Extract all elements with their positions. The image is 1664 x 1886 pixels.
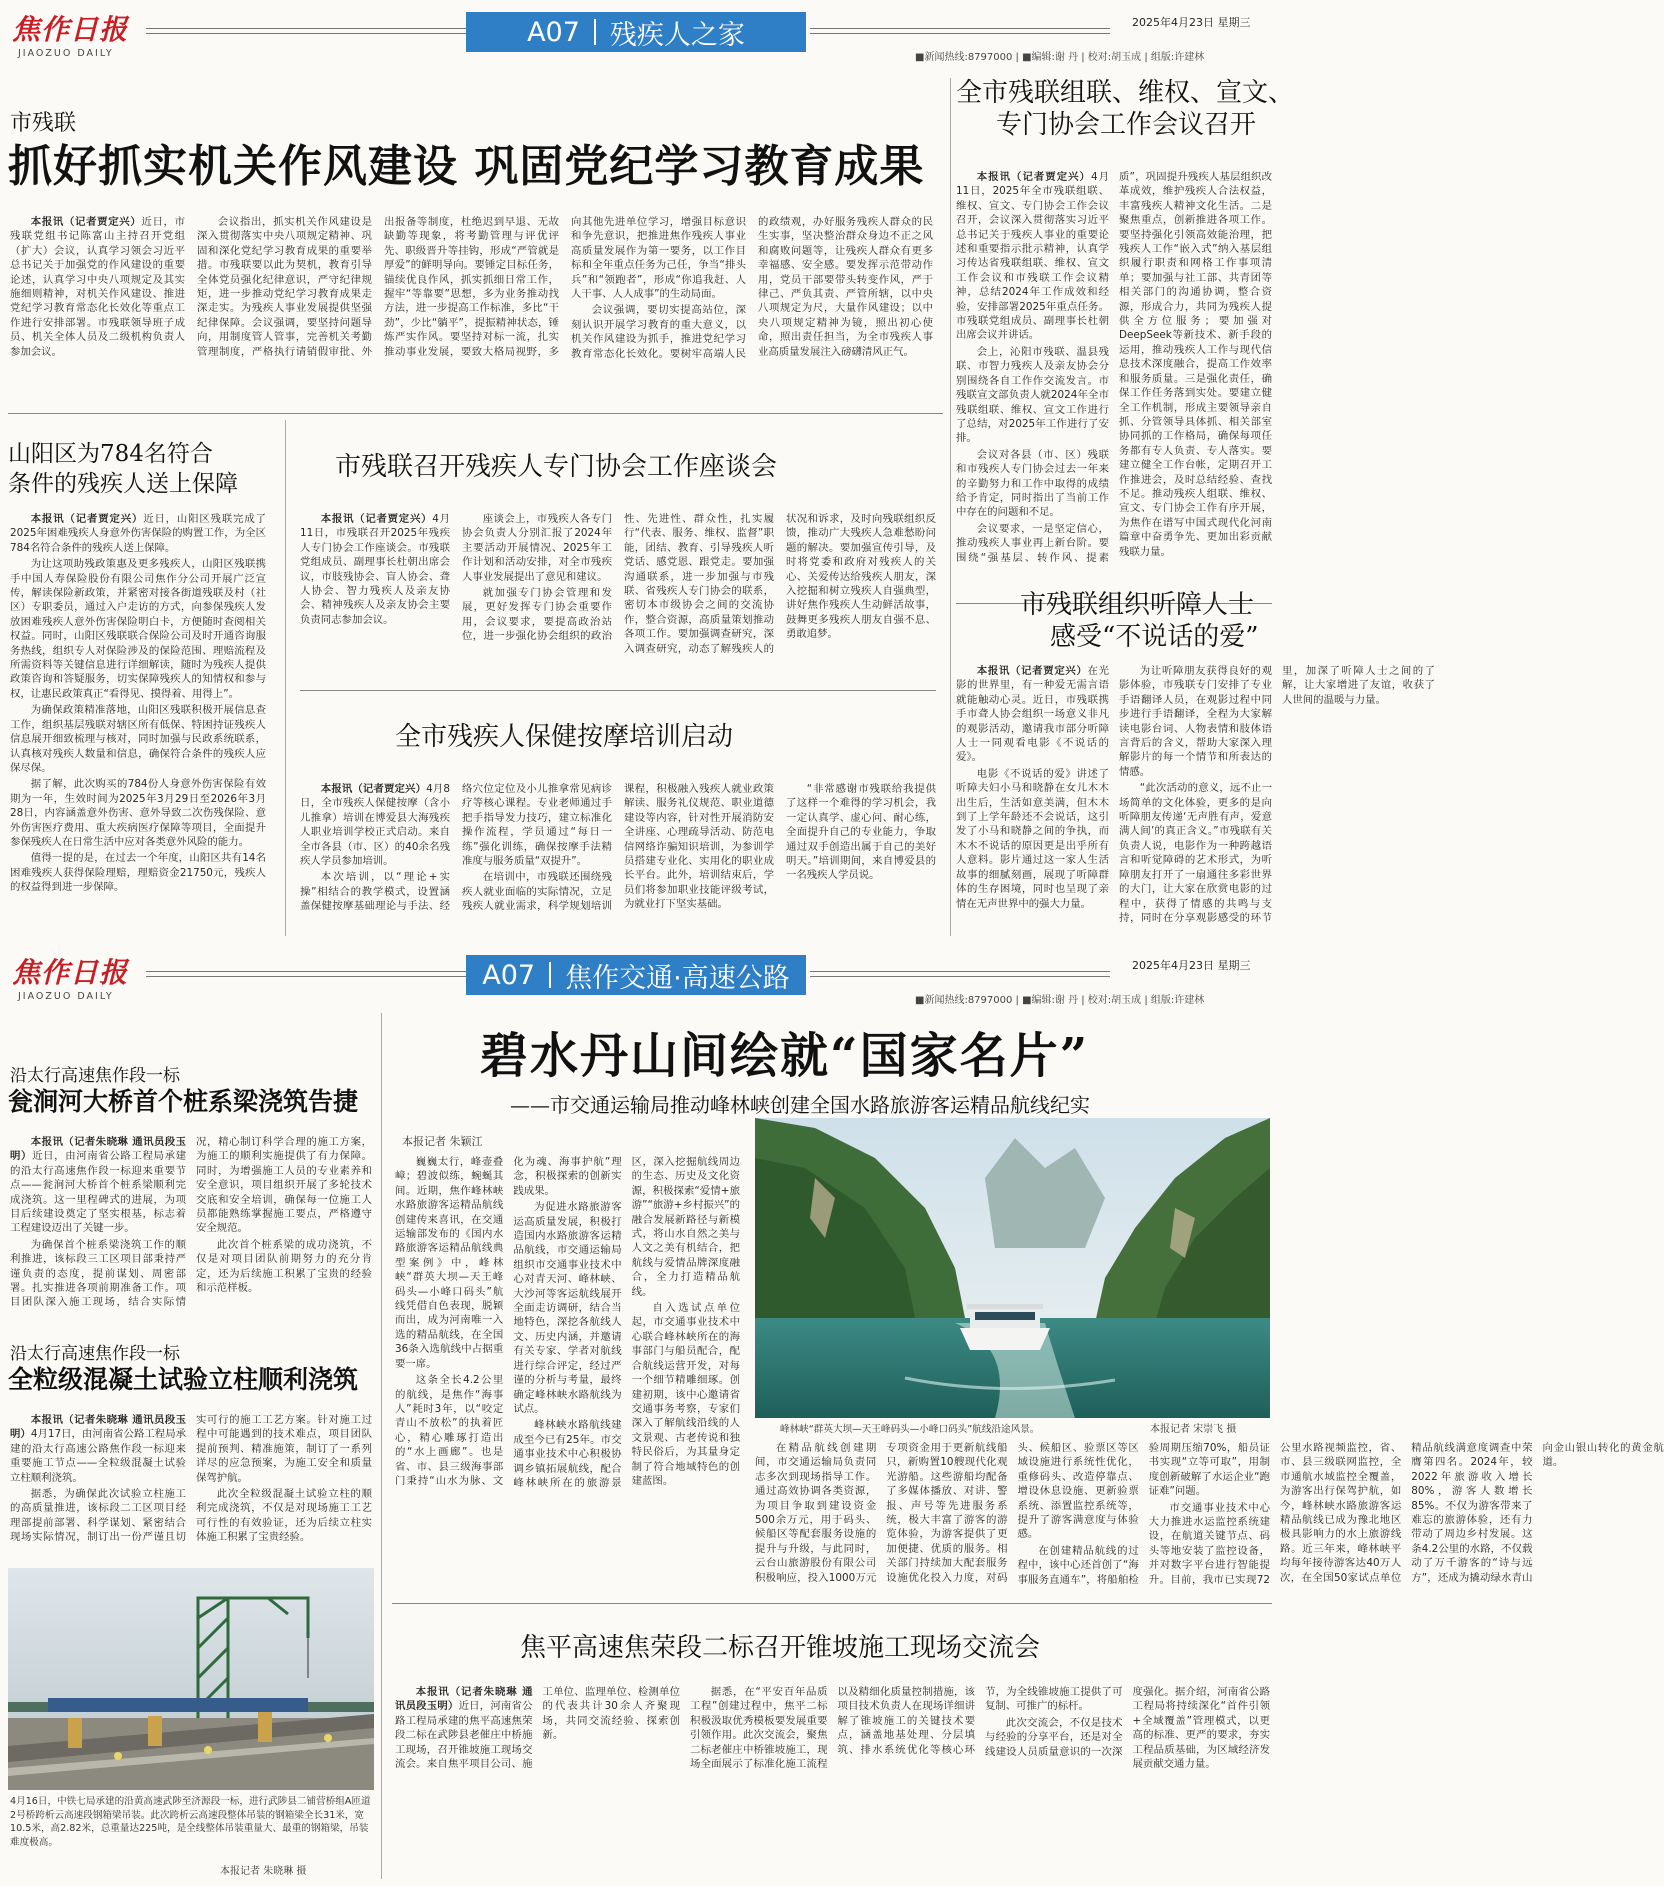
page-header [0, 0, 1280, 62]
paragraph-text: 近日，市残联党组书记陈富山主持召开党组（扩大）会议，认真学习领会习近平总书记关于加强党的作风建设的重要论述，认真学习中央八项规定及其实施细则精神，对机关作风建设、推进党纪学习教育常态化长效化等重点工作进行安排部署。市残联领导班子成员、机关全体人员及二级机构负责人参加会议。 [10, 216, 185, 358]
paragraph-text: 4月11日，2025年全市残联组联、维权、宣文、专门协会工作会议召开，会议深入贯彻落实习近平总书记关于残疾人事业的重要论述和重要指示批示精神，认真学习传达省残联组联、维权、宣文工作会议和市残联工作会议精神，总结2024年工作成效和经验，安排部署2025年重点任务。市残联党组成员、副理事长杜朝出席会议并讲话。 [956, 171, 1109, 342]
byline: 本报讯（记者贾定兴） [30, 216, 142, 228]
article-body [300, 512, 936, 682]
article-prefix: 市残联 [10, 111, 77, 136]
issue-date: 2025年4月23日 星期三 [1132, 959, 1251, 972]
column-divider [381, 1013, 382, 1879]
byline: 本报讯（记者朱晓琳 通讯员段玉明） [395, 1686, 533, 1713]
article-prefix: 沿太行高速焦作段一标 [10, 1344, 180, 1364]
headline-line: 专门协会工作会议召开 [996, 110, 1257, 140]
masthead-logo [12, 8, 137, 59]
section-banner [466, 955, 806, 995]
paragraph: 座谈会上，市残疾人各专门协会负责人分别汇报了2024年主要活动开展情况、2025年工作计划和活动安排，对全市残疾人事业发展提出了意见和建议。 [462, 513, 612, 583]
headline: 焦平高速焦荣段二标召开锥坡施工现场交流会 [520, 1633, 1041, 1663]
paragraph: 自入选试点单位起，市交通事业技术中心联合峰林峡所在的海事部门与船员配合，配合航线运营开发，对每一个细节精雕细琢。创建初期，该中心邀请省交通事务考察，专家们深入了解航线沿线的人文景观、古老传说和独特民俗后，为其量身定制了符合地域特色的创建蓝图。 [631, 1302, 740, 1487]
boat-shape [960, 1304, 1050, 1350]
byline: 本报讯（记者贾定兴） [976, 171, 1091, 183]
paragraph: 在培训中，市残联还围绕残疾人就业面临的实际情况，立足残疾人就业需求，科学规划培训课程，积极融入残疾人就业政策解读、服务礼仪规范、职业道德建设等内容，针对性开展消防安全讲座、心理疏导活动、防范电信网络诈骗知识培训，为参训学员搭建专业化、实用化的职业成长平台。此外，培训结束后，学员们将参加职业技能评级考试，为就业打下坚实基础。 [462, 783, 774, 913]
newspaper-page-a07-disabled [0, 0, 1435, 943]
paragraph: 为促进水路旅游客运高质量发展，积极打造国内水路旅游客运精品航线，市交通运输局组织市交通事业技术中心对青天河、峰林峡、大沙河等客运航线展开全面走访调研，结合当地特色，深挖各航线人文、历史内涵，并邀请有关专家、学者对航线进行综合评定，经过严谨的分析与考量，最终确定峰林峡水路航线为试点。 [513, 1201, 622, 1415]
paragraph: 在创建精品航线的过程中，该中心还首创了“海事服务直通车”，将船舶检验周期压缩70%，船员证书实现“立等可取”，用制度创新破解了水运企业“跑证难”问题。 [1017, 1442, 1270, 1586]
headline: 全粒级混凝土试验立柱顺利浇筑 [8, 1365, 359, 1394]
section-code: A07 [527, 16, 580, 48]
photo-illustration [755, 1118, 1270, 1418]
byline: 本报讯（记者贾定兴） [320, 513, 433, 525]
paragraph-text: 4月11日，市残联召开2025年残疾人专门协会工作座谈会。市残联党组成员、副理事长杜朝出席会议，市肢残协会、盲人协会、聋人协会、智力残疾人及亲友协会、精神残疾人及亲友协会主要负责同志参加会议。 [300, 513, 450, 626]
article-prefix: 沿太行高速焦作段一标 [10, 1066, 180, 1086]
paragraph: 会上，沁阳市残联、温县残联、市智力残疾人及亲友协会分别围绕各自工作作交流发言。市残联宣文部负责人就2024年全市残联组联、维权、宣文工作进行了总结，对2025年工作进行了安排。 [956, 345, 1109, 445]
paragraph [300, 782, 450, 868]
feature-subheadline: ——市交通运输局推动峰林峡创建全国水路旅游客运精品航线纪实 [510, 1093, 1090, 1117]
article-body [395, 1685, 1270, 1879]
feature-byline: 本报记者 朱颖江 [402, 1135, 483, 1148]
header-rule [810, 33, 1110, 34]
editor-credit: ■新闻热线:8797000 | ■编辑:谢 丹 | 校对:胡玉成 | 组版:许建林 [915, 52, 1205, 63]
paragraph [10, 1135, 186, 1236]
header-rule [146, 33, 466, 34]
headline-line: 感受“不说话的爱” [1050, 622, 1259, 652]
paragraph-text: 近日，由河南省公路工程局承建的沿太行高速焦作段一标迎来重要节点——瓮涧河大桥首个桩系梁顺利完成浇筑。这一里程碑式的进展，为项目后续建设奠定了坚实根基，标志着工程建设迈出了关键一步。 [10, 1150, 187, 1235]
paragraph: 会议要求，一是坚定信心，推动残疾人事业再上新台阶。要围绕“强基层、转作风、提素质”，巩固提升残疾人基层组织改革成效，维护残疾人合法权益，丰富残疾人精神文化生活。二是聚焦重点，创新推进各项工作。要坚持强化引领高效能治理，把残疾人工作“嵌入式”纳入基层组织履行职责和网格工作事项清单；要加强与社工部、共青团等相关部门的沟通协调，整合资源，形成合力，共同为残疾人提供全方位服务；要加强对DeepSeek等新技术、新手段的运用，推动残疾人工作与现代信息技术深度融合，提高工作效率和服务质量。三是强化责任，确保工作任务落到实处。要建立健全工作机制，形成主要领导亲自抓、分管领导具体抓、相关部室协同抓的工作格局，确保每项任务都有专人负责、专人落实。要建立健全工作台帐，定期召开工作推进会，及时总结经验、查找不足。推动残疾人组联、维权、宣文、专门协会工作有序开展，为焦作在谱写中国式现代化河南篇章中奋勇争先、更加出彩贡献残联力量。 [956, 171, 1272, 564]
paragraph: 为让听障朋友获得良好的观影体验，市残联专门安排了专业手语翻译人员，在观影过程中同步进行手语翻译，全程为大家解读电影台词、人物表情和肢体语言背后的含义，帮助大家深入理解影片的每一个情节和所表达的情感。 [1119, 665, 1272, 778]
header-rule [810, 28, 1110, 29]
logo-text: 焦作日报 [12, 13, 129, 46]
paragraph-text: 4月17日，由河南省公路工程局承建的沿太行高速公路焦作段一标迎来重要施工节点——全粒级混凝土试验立柱顺利浇筑。 [10, 1428, 186, 1484]
byline: 本报讯（记者朱晓琳 通讯员段玉明） [10, 1414, 186, 1441]
page-header [0, 943, 1280, 1005]
paragraph: 峰林峡水路航线建成至今已有25年。市交通事业技术中心积极协调乡镇拓展航线，配合峰林峡所在的旅游景区，深入挖掘航线周边的生态、历史及文化资源，积极探索“爱情+旅游”“旅游+乡村振兴”的融合发展新路径与新模式，将山水自然之美与人文之美有机结合，把航线与爱情品牌深度融合，全力打造精品航线。 [513, 1156, 740, 1489]
paragraph: 本次培训，以“理论+实操”相结合的教学模式，设置涵盖保健按摩基础理论与手法、经络穴位定位及小儿推拿常见病诊疗等核心课程。专业老师通过手把手指导发力技巧，建立标准化操作流程，学员通过“每日一练”强化训练，确保按摩手法精准度与服务质量“双提升”。 [300, 783, 612, 913]
bridge-construction-photo [8, 1568, 374, 1790]
photo-credit: 本报记者 宋崇飞 摄 [1150, 1424, 1237, 1435]
paragraph: 巍巍太行，峰壶叠嶂；碧波似练，蜿蜒其间。近期，焦作峰林峡水路旅游客运精品航线创建传来喜讯，在交通运输部发布的《国内水路旅游客运精品航线典型案例》中，峰林峡“群英大坝—天王峰码头—小峰口码头”航线凭借自色表现，脱颖而出，成为河南唯一入选的精品航线，在全国36条入选航线中占据重要一席。 [395, 1156, 504, 1370]
newspaper-page-a07-traffic [0, 943, 1664, 1886]
headline-line: 市残联组织听障人士 [1020, 590, 1255, 620]
paragraph [395, 1685, 680, 1771]
paragraph: 值得一提的是，在过去一个年度，山阳区共有14名困难残疾人获得保险理赔，理赔资金21750元，残疾人的权益得到进一步保障。 [10, 852, 266, 894]
section-divider [8, 413, 943, 414]
paragraph: 在精品航线创建期间，市交通运输局负责同志多次到现场指导工作。通过高效协调各类资源，为项目争取到建设资金500余万元，用于码头、候船区等配套服务设施的提升与升级，与此同时，云台山旅游股份有限公司积极响应，投入1000万元专项资金用于更新航线船只，新购置10艘现代化观光游船。这些游船均配备了多媒体播放、对讲、警报、声号等先进服务系统，极大丰富了游客的游览体验，为游客提供了更加便捷、优质的服务。相关部门持续加大配套服务设施优化投入力度，对码头、候船区、验票区等区域设施进行系统性优化，重修码头、改造停靠点、增设休息设施、更新验票系统、添置监控系统等，提升了游客满意度与体验感。 [755, 1442, 1139, 1584]
article-body [300, 782, 936, 936]
byline: 本报讯（记者朱晓琳 通讯员段玉明） [10, 1136, 186, 1163]
paragraph: 会议对各县（市、区）残联和市残疾人专门协会过去一年来的辛勤努力和工作中取得的成绩给予肯定，同时指出了当前工作中存在的问题和不足。 [956, 448, 1109, 519]
paragraph: “非常感谢市残联给我提供了这样一个难得的学习机会，我一定认真学、虚心问、耐心练，全面提升自己的专业能力，争取通过双手创造出属于自己的美好明天。”培训期间，来自博爱县的一名残疾人学员说。 [786, 783, 936, 882]
paragraph [300, 512, 450, 627]
column-divider [950, 78, 951, 936]
paragraph: 就加强专门协会管理和发展，更好发挥专门协会重要作用，会议要求，要提高政治站位，进一步强化协会组织的政治性、先进性、群众性，扎实履行“代表、服务、维权、监督”职能，团结、教育、引导残疾人听党话、感党恩、跟党走。要加强沟通联系，进一步加强与市残联、省残疾人专门协会的联系，密切本市级协会之间的交流协作，整合资源，高质量策划推动各项工作。要加强调查研究，深入调查研究，动态了解残疾人的状况和诉求，及时向残联组织反馈，推动广大残疾人急难愁盼问题的解决。要加强宣传引导，及时将党委和政府对残疾人的关心、关爱传达给残疾人朋友，深入挖掘和树立残疾人自强典型，讲好焦作残疾人生动鲜活故事，鼓舞更多残疾人朋友自强不息、勇敢追梦。 [462, 513, 936, 655]
section-name: 残疾人之家 [609, 19, 745, 51]
river-gorge-photo [755, 1118, 1270, 1418]
paragraph-text: 4月8日，全市残疾人保健按摩（含小儿推拿）培训在博爱县大海残疾人职业培训学校正式启动。来自全市各县（市、区）的40余名残疾人学员参加培训。 [300, 783, 451, 868]
logo-subtext: JIAOZUO DAILY [18, 991, 114, 1002]
headline-line: 山阳区为784名符合 [8, 441, 213, 467]
header-rule [810, 976, 1110, 977]
paragraph: 据悉，为确保此次试验立柱施工的高质量推进，该标段二工区项目经理部提前部署、科学谋划、紧密结合现场实际情况，制订出一份严谨且切实可行的施工工艺方案。针对施工过程中可能遇到的技术难点，项目团队提前预判、精准施策，制订了一系列详尽的应急预案，为施工安全和质量保驾护航。 [10, 1414, 372, 1544]
paragraph: 市交通事业技术中心大力推进水运监控系统建设，在航道关键节点、码头等地安装了监控设备，并对数字平台进行智能提升。目前，我市已实现72公里水路视频监控，省、市、县三级联网监控，全市通航水域监控全覆盖，为游客出行保驾护航，如今，峰林峡水路旅游客运精品航线已成为豫北地区极具影响力的水上旅游线路。近三年来，峰林峡平均每年接待游客达40万人次，在全国50家试点单位精品航线满意度调查中荣膺第四名。2024年，较2022年旅游收入增长80%，游客人数增长85%。不仅为游客带来了难忘的旅游体验，还有力带动了周边乡村发展。这条4.2公里的水路，不仅载动了万千游客的“诗与远方”，还成为撬动绿水青山向金山银山转化的黄金航道。 [1148, 1442, 1664, 1586]
paragraph-text: 近日，河南省公路工程局承建的焦平高速焦荣段二标在武陟县老催庄中桥施工现场，召开锥坡施工现场交流会。来自焦平项目公司、施工单位、监理单位、检测单位的代表共计30余人齐聚现场，共同交流经验、探索创新。 [395, 1686, 680, 1771]
paragraph: 电影《不说话的爱》讲述了听障夫妇小马和晓静在女儿木木出生后，生活如意美满，但木木到了上学年龄还不会说话，这引发了小马和晓静之间的争执，而木木不说话的原因更是出乎所有人意料。影片通过这一家人生活故事的细腻刻画，展现了听障群体的生存困境，同时也呈现了亲情在无声世界中的强大力量。 [956, 767, 1109, 910]
paragraph: 会议指出，抓实机关作风建设是深入贯彻落实中央八项规定精神、巩固和深化党纪学习教育成果的重要举措。市残联要以此为契机，教育引导全体党员强化纪律意识，严守纪律规矩，进一步推动党纪学习教育成果走深走实。为残疾人事业发展提供坚强纪律保障。会议强调，要坚持问题导向，用制度管人管事，完善机关考勤管理制度，严格执行请销假审批、外出报备等制度，杜绝迟到早退、无故缺勤等现象，将考勤管理与评优评先、职级晋升等挂钩，形成“严管就是厚爱”的鲜明导向。要锤定目标任务，锚续优良作风，抓实抓细日常工作，握牢“等靠要”思想，多为业务推动找方法，进一步提高工作标准，多比“干劲”，少比“躺平”，提振精神状态，锤炼严实作风。要坚持对标一流，扎实推动事业发展，要致大格局视野，多向其他先进单位学习，增强目标意识和争先意识，把推进焦作残疾人事业高质量发展作为第一要务，以工作目标和全年重点任务为己任，争当“排头兵”和“领跑者”，形成“你追我赶、人人干事、人人成事”的生动局面。 [197, 216, 746, 358]
paragraph: 此次全粒级混凝土试验立柱的顺利完成浇筑，不仅是对现场施工工艺可行性的有效验证，还为后续立柱实体施工积累了宝贵经验。 [196, 1488, 372, 1544]
section-divider [392, 1603, 1272, 1604]
byline: 本报讯（记者贾定兴） [976, 665, 1088, 677]
header-rule [146, 976, 466, 977]
editor-credit: ■新闻热线:8797000 | ■编辑:谢 丹 | 校对:胡玉成 | 组版:许建林 [915, 995, 1205, 1006]
article-body [755, 1441, 1664, 1591]
photo-caption: 峰林峡“群英大坝—天王峰码头—小峰口码头”航线沿途风景。 [780, 1424, 1040, 1435]
section-name: 焦作交通·高速公路 [565, 962, 790, 994]
paragraph: 据了解，此次购买的784份人身意外伤害保险有效期为一年，生效时间为2025年3月29日至2026年3月28日，内容涵盖意外伤害、意外导致二次伤残保险、意外伤害医疗费用、重大疾病医疗保障等项目，全面提升参保残疾人在日常生活中应对各类意外风险的能力。 [10, 778, 266, 848]
paragraph: 据悉，在“平安百年品质工程”创建过程中，焦平二标积极汲取优秀模板要发展重要引领作用。此次交流会，聚焦二标老催庄中桥锥坡施工，现场全面展示了标准化施工流程以及精细化质量控制措施，该项目技术负责人在现场详细讲解了锥坡施工的关键技术要点，涵盖地基处理、分层填筑、排水系统优化等核心环节，为全线锥坡施工提供了可复制、可推广的标杆。 [690, 1686, 1123, 1771]
feature-headline: 碧水丹山间绘就“国家名片” [480, 1028, 1090, 1084]
paragraph-text: 近日，山阳区残联完成了2025年困难残疾人身意外伤害保险的购置工作，为全区784名符合条件的残疾人送上保障。 [10, 513, 266, 554]
paragraph [10, 1413, 186, 1485]
header-rule [810, 971, 1110, 972]
banner-divider [594, 19, 596, 45]
article-body [395, 1155, 740, 1547]
logo-subtext: JIAOZUO DAILY [18, 48, 114, 59]
paragraph: 为确保首个桩系梁浇筑工作的顺利推进，该标段三工区项目部秉持严谨负责的态度，提前谋划、周密部署。扎实推进各项前期准备工作。项目团队深入施工现场，结合实际情况，精心制订科学合理的施工方案，为施工的顺利实施提供了有力保障。同时，为增强施工人员的专业素养和安全意识，项目组织开展了多轮技术交底和安全培训，确保每一位施工人员都能熟练掌握施工要点，严格遵守安全规范。 [10, 1136, 372, 1309]
paragraph-text: 在光影的世界里，有一种爱无需言语就能触动心灵。近日，市残联携手市聋人协会组织一场意义非凡的观影活动，邀请我市部分听障人士一同观看电影《不说话的爱》。 [956, 665, 1110, 764]
headline-line: 条件的残疾人送上保障 [8, 471, 238, 497]
paragraph: 为让这项助残政策惠及更多残疾人，山阳区残联携手中国人寿保险股份有限公司焦作分公司开展广泛宣传，解读保险新政策，并紧密对接各街道残联及村（社区）专职委员，通过入户走访的方式，向参保残疾人发放困难残疾人意外伤害保险明白卡，方便随时查阅相关权益。同时，山阳区残联联合保险公司及时开通咨询服务热线，组织专人对保险涉及的保险范围、理赔流程及所需资料等关键信息进行详细解读，随时为残疾人提供政策咨询和答疑服务，切实保障残疾人的知情权和参与权，让惠民政策真正“看得见、摸得着、用得上”。 [10, 558, 266, 700]
paragraph: 为确保政策精准落地，山阳区残联积极开展信息查工作，组织基层残联对辖区所有低保、特困持证残疾人信息展开细致梳理与核对，同时加强与民政系统联系，认真核对残疾人数量和信息，确保符合条件的残疾人应保尽保。 [10, 704, 266, 774]
paragraph: 这条全长4.2公里的航线，是焦作“海事人”耗时3年，以“咬定青山不放松”的执着匠心，精心雕琢打造出的“水上画廊”。也是省、市、县三级海事部门秉持“山水为脉、文化为魂、海事护航”理念，积极探索的创新实践成果。 [395, 1156, 622, 1487]
column-divider [285, 420, 286, 936]
byline: 本报讯（记者贾定兴） [320, 783, 427, 795]
article-body [956, 664, 1435, 934]
masthead-logo [12, 951, 137, 1002]
paragraph: “此次活动的意义，远不止一场简单的文化体验，更多的是向听障朋友传递‘无声胜有声，爱意满人间’的真正含义。”市残联有关负责人说，电影作为一种跨越语言和听觉障碍的艺术形式，为听障朋友打开了一扇通往多彩世界的大门，让大家在欣赏电影的过程中，获得了情感的共鸣与支持，同时在分享观影感受的环节里，加深了听障人士之间的了解，让大家增进了友谊，收获了人世间的温暖与力量。 [1119, 665, 1435, 924]
header-rule [146, 971, 466, 972]
paragraph [10, 215, 185, 359]
photo-credit: 本报记者 朱晓琳 摄 [220, 1866, 307, 1877]
paragraph: 此次交流会，不仅是技术与经验的分享平台，还是对全线建设人员质量意识的一次深度强化。据介绍，河南省公路工程局将持续深化“首件引领+全域覆盖”管理模式，以更高的标准、更严的要求，夯实工程品质基础，为区域经济发展贡献交通力量。 [985, 1686, 1270, 1771]
paragraph [10, 512, 266, 555]
paragraph [956, 170, 1109, 343]
section-code: A07 [482, 959, 536, 991]
paragraph [956, 664, 1109, 765]
headline-line: 全市残联组联、维权、宣文、 [956, 78, 1295, 108]
paragraph: 此次首个桩系梁的成功浇筑，不仅是对项目团队前期努力的充分肯定，还为后续施工积累了宝贵的经验和示范样板。 [196, 1238, 372, 1295]
section-divider [300, 690, 936, 691]
headline: 瓮涧河大桥首个桩系梁浇筑告捷 [8, 1087, 359, 1116]
photo-caption: 4月16日，中铁七局承建的沿黄高速武陟至济源段一标，进行武陟县二铺营桥组A匝道2号桥跨析云高速段钢箱梁吊装。此次跨析云高速段整体吊装的钢箱梁全长31米，宽10.5米，高2.82米，总重量达225吨，是全线整体吊装重量大、最重的钢箱梁，吊装难度极高。 [10, 1796, 371, 1848]
headline: 全市残疾人保健按摩培训启动 [395, 722, 734, 752]
photo-illustration [8, 1568, 374, 1790]
article-body [10, 1135, 372, 1323]
paragraph: 会议强调，要切实提高站位，深刻认识开展学习教育的重大意义，以机关作风建设为抓手，推进党纪学习教育常态化长效化。要树牢高端人民的政绩观，办好服务残疾人群众的民生实事，坚决整治群众身边不正之风和腐败问题等，让残疾人群众有更多幸福感、安全感。要发挥示范带动作用，党员干部要带头转变作风，严于律己、严负其责、严管所辖，以中央八项规定为尺，大量作风建设；以中央八项规定精神为镜，照出初心使命，照出责任担当，为全市残疾人事业高质量发展注入磅礴清风正气。 [571, 216, 933, 360]
article-body [10, 1413, 372, 1549]
issue-date: 2025年4月23日 星期三 [1132, 16, 1251, 29]
logo-text: 焦作日报 [12, 956, 129, 989]
article-body [10, 512, 266, 936]
banner-divider [549, 962, 551, 988]
article-body [956, 170, 1272, 600]
section-banner [466, 12, 806, 52]
header-rule [146, 28, 466, 29]
byline: 本报讯（记者贾定兴） [30, 513, 144, 525]
headline: 市残联召开残疾人专门协会工作座谈会 [335, 452, 778, 482]
headline: 抓好抓实机关作风建设 巩固党纪学习教育成果 [8, 141, 925, 192]
article-body [10, 215, 933, 408]
